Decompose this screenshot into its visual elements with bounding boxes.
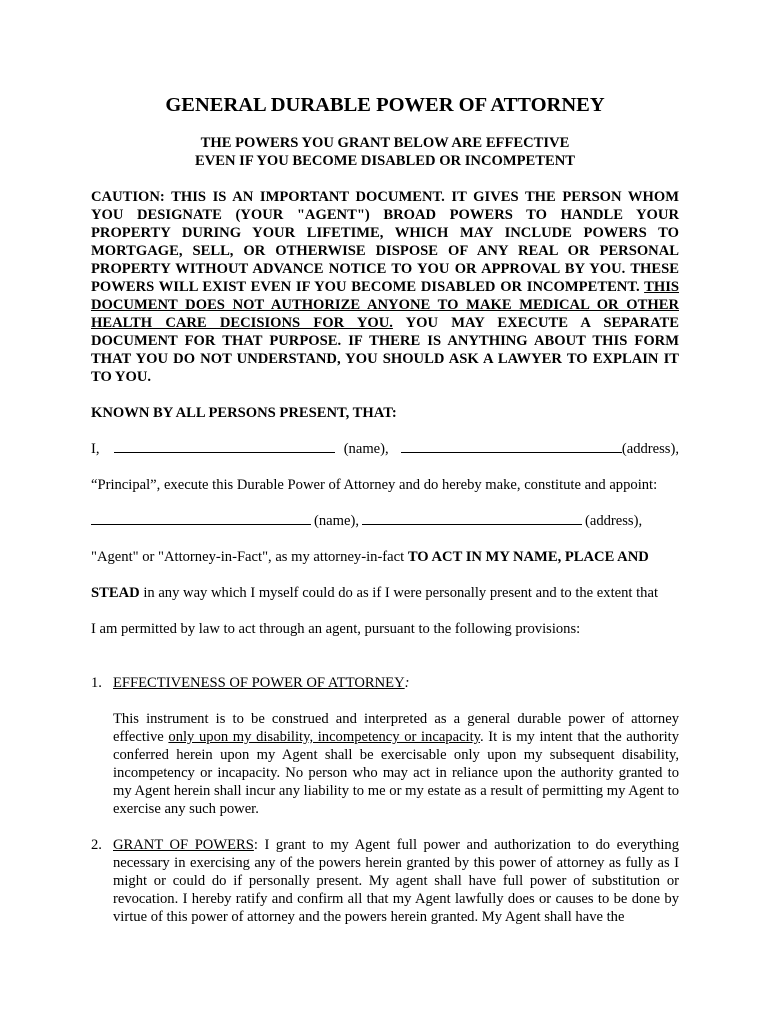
agent-text-line-3: I am permitted by law to act through an agent, pursuant to the following provisions: (91, 621, 581, 637)
agent-address-label: (address), (584, 513, 643, 529)
principal-statement: “Principal”, execute this Durable Power of Attorney and do hereby make, constitute and appoint: (91, 477, 658, 493)
section-1-heading (91, 674, 679, 692)
principal-prefix: I, (91, 441, 100, 457)
agent-text-plain-1: "Agent" or "Attorney-in-Fact", as my attorney-in-fact (91, 549, 408, 565)
section-2 (91, 836, 679, 926)
agent-text-plain-2: in any way which I myself could do as if I were personally present and to the extent that (139, 585, 658, 601)
section-1-number: 1. (91, 675, 102, 691)
principal-line (91, 440, 679, 458)
caution-underlined-text: THIS DOCUMENT DOES NOT AUTHORIZE ANYONE TO MAKE MEDICAL OR OTHER HEALTH CARE DECISIONS FOR YOU. (91, 279, 679, 331)
section-1-body-start: This instrument is to be construed and interpreted as a general durable power of attorney effective (113, 711, 679, 745)
agent-text-line-2 (91, 584, 679, 602)
caution-text-end: YOU MAY EXECUTE A SEPARATE DOCUMENT FOR THAT PURPOSE. IF THERE IS ANYTHING ABOUT THIS FORM THAT YOU DO NOT UNDERSTAND, YOU SHOULD ASK A LAWYER TO EXPLAIN IT TO YOU. (91, 315, 680, 385)
known-by-all-heading: KNOWN BY ALL PERSONS PRESENT, THAT: (91, 405, 397, 421)
section-1-body-end: . It is my intent that the authority conferred herein upon my Agent shall be exercisable only upon my subsequent disability, incompetency or incapacity. No person who may act in reliance upon the authority granted to my Agent herein shall incur any liability to me or my estate as a result of permitting my Agent to exercise any such power. (113, 729, 679, 817)
principal-name-blank[interactable] (114, 440, 335, 453)
agent-text-bold-1: TO ACT IN MY NAME, PLACE AND (407, 549, 649, 565)
subtitle-line-1: THE POWERS YOU GRANT BELOW ARE EFFECTIVE (200, 135, 570, 151)
agent-name-label: (name), (314, 513, 359, 529)
principal-name-label: (name), (343, 441, 389, 457)
section-1-underlined: only upon my disability, incompetency or incapacity (168, 729, 481, 745)
document-page (91, 92, 679, 926)
section-1-body (91, 710, 679, 818)
agent-address-blank[interactable] (362, 512, 582, 525)
subtitle-line-2: EVEN IF YOU BECOME DISABLED OR INCOMPETENT (194, 153, 576, 169)
section-2-title: GRANT OF POWERS (113, 837, 254, 853)
caution-paragraph (91, 188, 679, 386)
agent-text-bold-2: STEAD (91, 585, 140, 601)
caution-text-start: CAUTION: THIS IS AN IMPORTANT DOCUMENT. IT GIVES THE PERSON WHOM YOU DESIGNATE (YOUR "AGENT") BROAD POWERS TO HANDLE YOUR PROPERTY DURING YOUR LIFETIME, WHICH MAY INCLUDE POWERS TO MORTGAGE, SELL, OR OTHERWISE DISPOSE OF ANY REAL OR PERSONAL PROPERTY WITHOUT ADVANCE NOTICE TO YOU OR APPROVAL BY YOU. THESE POWERS WILL EXIST EVEN IF YOU BECOME DISABLED OR INCOMPETENT. (91, 189, 679, 295)
agent-text-line-1 (91, 548, 679, 566)
section-1-title: EFFECTIVENESS OF POWER OF ATTORNEY (113, 675, 405, 691)
agent-name-blank[interactable] (91, 512, 311, 525)
document-title: GENERAL DURABLE POWER OF ATTORNEY (165, 94, 605, 116)
section-2-number: 2. (91, 837, 102, 853)
section-2-body: : I grant to my Agent full power and authorization to do everything necessary in exercising any of the powers herein granted by this power of attorney as fully as I might or could do if personally present. My agent shall have full power of substitution or revocation. I hereby ratify and confirm all that my Agent lawfully does or causes to be done by virtue of this power of attorney and the powers herein granted. My Agent shall have the (113, 837, 679, 925)
section-1-colon: : (404, 675, 410, 691)
principal-address-label: (address), (621, 441, 679, 457)
principal-address-blank[interactable] (401, 440, 622, 453)
agent-line (91, 512, 679, 530)
